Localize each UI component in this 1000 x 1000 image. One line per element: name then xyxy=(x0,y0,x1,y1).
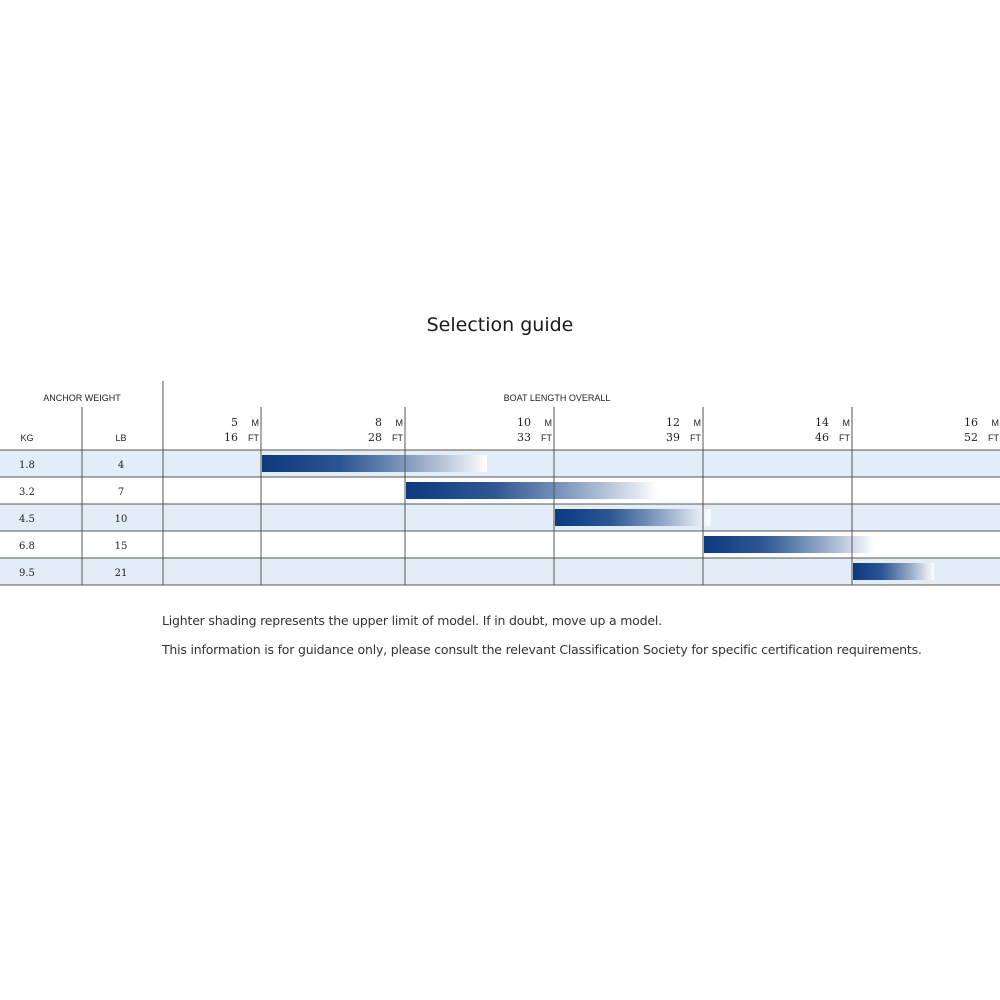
note-shading: Lighter shading represents the upper limit of model. If in doubt, move up a model. xyxy=(162,613,662,628)
length-ft-label: 52 xyxy=(964,431,978,444)
length-m-label: 12 xyxy=(666,416,680,429)
unit-m-label: M xyxy=(991,418,999,428)
length-ft-label: 46 xyxy=(815,431,829,444)
unit-m-label: M xyxy=(693,418,701,428)
length-ft-label: 28 xyxy=(368,431,382,444)
length-m-label: 14 xyxy=(815,416,829,429)
unit-m-label: M xyxy=(544,418,552,428)
note-guidance: This information is for guidance only, please consult the relevant Classification Society for specific certification requirements. xyxy=(162,642,922,657)
length-m-label: 16 xyxy=(964,416,978,429)
kg-value: 4.5 xyxy=(19,514,35,525)
unit-ft-label: FT xyxy=(690,433,701,443)
kg-value: 6.8 xyxy=(19,541,35,552)
row-background xyxy=(0,558,1000,585)
row-background xyxy=(0,450,1000,477)
kg-value: 3.2 xyxy=(19,487,35,498)
lb-value: 7 xyxy=(117,487,125,498)
length-ft-label: 39 xyxy=(666,431,680,444)
kg-value: 9.5 xyxy=(19,568,35,579)
length-range-bar xyxy=(853,563,934,580)
lb-value: 4 xyxy=(117,460,125,471)
length-ft-label: 33 xyxy=(517,431,531,444)
length-range-bar xyxy=(555,509,710,526)
kg-column-header: KG xyxy=(20,433,34,443)
unit-ft-label: FT xyxy=(988,433,999,443)
lb-value: 15 xyxy=(114,541,128,552)
unit-m-label: M xyxy=(395,418,403,428)
unit-m-label: M xyxy=(251,418,259,428)
lb-column-header: LB xyxy=(115,433,127,443)
unit-ft-label: FT xyxy=(541,433,552,443)
kg-value: 1.8 xyxy=(19,460,35,471)
page-title: Selection guide xyxy=(426,314,574,336)
row-background xyxy=(0,504,1000,531)
unit-ft-label: FT xyxy=(248,433,259,443)
unit-m-label: M xyxy=(842,418,850,428)
anchor-weight-header: ANCHOR WEIGHT xyxy=(43,393,121,403)
length-m-label: 5 xyxy=(231,416,238,429)
length-range-bar xyxy=(704,536,874,553)
length-m-label: 10 xyxy=(517,416,531,429)
unit-ft-label: FT xyxy=(839,433,850,443)
length-range-bar xyxy=(262,455,487,472)
unit-ft-label: FT xyxy=(392,433,403,443)
lb-value: 21 xyxy=(114,568,128,579)
length-ft-label: 16 xyxy=(224,431,238,444)
lb-value: 10 xyxy=(114,514,128,525)
length-m-label: 8 xyxy=(375,416,382,429)
boat-length-header: BOAT LENGTH OVERALL xyxy=(503,393,611,403)
length-range-bar xyxy=(406,482,658,499)
